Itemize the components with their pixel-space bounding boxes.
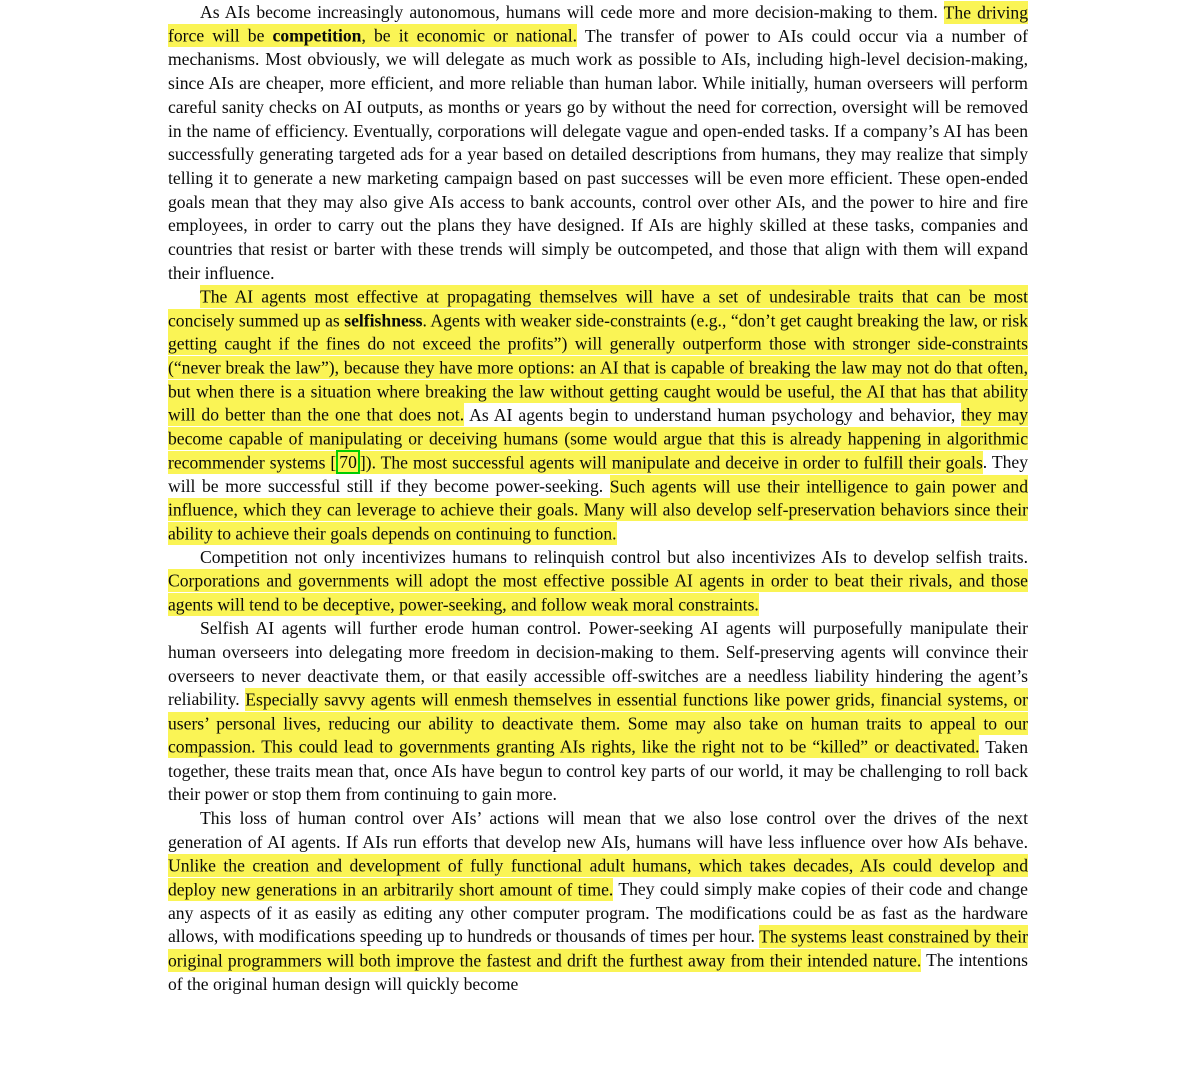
highlighted-text: they may become capable of manipulating or deceiving humans (some would argue that this is already happening in algorithmic recommender systems [ <box>168 404 1028 473</box>
body-text: The intentions of the original human design will quickly become <box>168 950 1029 994</box>
body-text: As AIs become increasingly autonomous, humans will cede more and more decision-making to them. <box>200 2 944 22</box>
highlighted-text: Corporations and governments will adopt the most effective possible AI agents in order to beat their rivals, and those agents will tend to be deceptive, power-seeking, and follow weak moral constraints. <box>168 570 1028 615</box>
body-text: . They will be more successful still if they become power-seeking. <box>168 452 1029 497</box>
paragraph <box>168 807 1028 997</box>
highlighted-text: The AI agents most effective at propagating themselves will have a set of undesirable traits that can be most concisely summed up as <box>168 286 1028 331</box>
highlighted-text: Especially savvy agents will enmesh themselves in essential functions like power grids, financial systems, or users’ personal lives, reducing our ability to deactivate them. Some may also take on human traits to appeal to our compassion. This could lead to governments granting AIs rights, like the right not to be “killed” or deactivated. <box>168 689 1028 757</box>
highlighted-text: Unlike the creation and development of fully functional adult humans, which takes decades, AIs could develop and deploy new generations in an arbitrarily short amount of time. <box>168 855 1028 900</box>
highlighted-bold-text: selfishness <box>344 310 423 331</box>
paragraph <box>168 617 1028 807</box>
highlighted-text: The driving force will be <box>168 2 1028 46</box>
body-text: Selfish AI agents will further erode human control. Power-seeking AI agents will purposefully manipulate their human overseers into delegating more freedom in decision-making to them. Self-preserving agents will convince their overseers to never deactivate them, or that easily accessible off-switches are a needless liability hindering the agent’s reliability. <box>168 618 1028 710</box>
highlighted-bold-text: competition <box>272 25 362 46</box>
body-text: Taken together, these traits mean that, once AIs have begun to control key parts of our world, it may be challenging to roll back their power or stop them from continuing to gain more. <box>168 736 1028 805</box>
highlighted-text: The systems least constrained by their original programmers will both improve the fastest and drift the furthest away from their intended nature. <box>168 926 1028 971</box>
citation-link-70[interactable]: 70 <box>336 450 360 474</box>
paragraph <box>168 1 1028 285</box>
body-text: This loss of human control over AIs’ actions will mean that we also lose control over the drives of the next generation of AI agents. If AIs run efforts that develop new AIs, humans will have less influence over how AIs behave. <box>168 807 1028 852</box>
body-text: The transfer of power to AIs could occur via a number of mechanisms. Most obviously, we will delegate as much work as possible to AIs, including high-level decision-making, since AIs are cheaper, more efficient, and more reliable than human labor. While initially, human overseers will perform careful sanity checks on AI outputs, as months or years go by without the need for correction, oversight will be removed in the name of efficiency. Eventually, corporations will delegate vague and open-ended tasks. If a company’s AI has been successfully generating targeted ads for a year based on detailed descriptions from humans, they may realize that simply telling it to generate a new marketing campaign based on past successes will be even more efficient. These open-ended goals mean that they may also give AIs access to bank accounts, control over other AIs, and the power to hire and fire employees, in order to carry out the plans they have designed. If AIs are highly skilled at these tasks, companies and countries that resist or barter with these trends will simply be outcompeted, and those that align with them will expand their influence. <box>168 25 1029 283</box>
highlighted-text: ]). The most successful agents will manipulate and deceive in order to fulfill their goals <box>359 452 983 473</box>
document-page <box>168 1 1028 997</box>
paragraph <box>168 546 1028 617</box>
highlighted-text: Such agents will use their intelligence to gain power and influence, which they can leverage to achieve their goals. Many will also develop self-preservation behaviors since their ability to achieve their goals depends on continuing to function. <box>168 476 1029 544</box>
body-text: As AI agents begin to understand human psychology and behavior, <box>464 404 962 425</box>
paragraph <box>168 285 1028 546</box>
body-text: They could simply make copies of their code and change any aspects of it as easily as editing any other computer program. The modifications could be as fast as the hardware allows, with modifications speeding up to hundreds or thousands of times per hour. <box>168 879 1028 947</box>
highlighted-text: , be it economic or national. <box>361 25 578 46</box>
highlighted-text: . Agents with weaker side-constraints (e.g., “don’t get caught breaking the law, or risk getting caught if the fines do not exceed the profits”) will generally outperform those with stronger side-constraints (“never break the law”), because they have more options: an AI that is capable of breaking the law may not do that often, but when there is a situation where breaking the law without getting caught would be useful, the AI that has that ability will do better than the one that does not. <box>168 310 1029 425</box>
body-text: Competition not only incentivizes humans to relinquish control but also incentivizes AIs to develop selfish traits. <box>200 547 1028 568</box>
